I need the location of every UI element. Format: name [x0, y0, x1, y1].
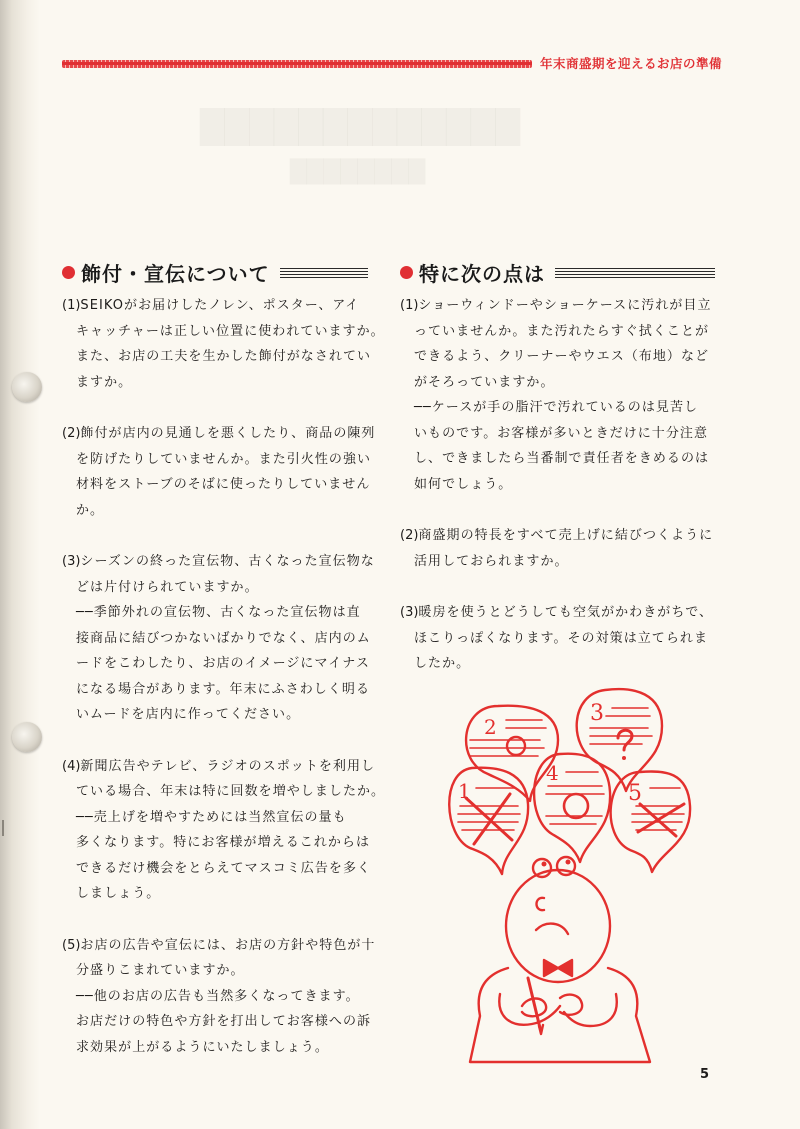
item-note-line: になる場合があります。年末にふさわしく明る — [76, 681, 371, 697]
binder-hole-bottom — [12, 722, 42, 752]
list-item — [62, 933, 387, 1061]
item-text-line — [400, 523, 730, 549]
item-text-line — [62, 933, 387, 959]
page-binding-shadow — [0, 0, 40, 1129]
item-text: がそろっていますか。 — [414, 374, 555, 390]
item-text-line — [62, 293, 387, 319]
red-bullet-icon — [400, 266, 413, 279]
item-text-line — [400, 319, 730, 345]
item-note-line: ードをこわしたり、お店のイメージにマイナス — [76, 656, 370, 671]
nose — [537, 898, 545, 910]
right-section-heading — [400, 258, 715, 287]
item-number: (3) — [400, 605, 419, 620]
item-number: (2) — [400, 528, 419, 543]
item-note-line: お店だけの特色や方針を打出してお客様への訴 — [76, 1014, 372, 1029]
item-text-line — [400, 293, 730, 319]
item-number: (2) — [62, 426, 81, 441]
item-text-line — [62, 575, 387, 601]
list-item — [400, 523, 730, 574]
item-text: を防げたりしていませんか。また引火性の強い — [76, 451, 372, 467]
heading-rule — [555, 268, 715, 278]
item-text-line — [400, 626, 730, 652]
item-note-line: し、できましたら当番制で責任者をきめるのは — [414, 451, 710, 466]
item-text: SEIKOがお届けしたノレン、ポスター、アイ — [80, 298, 360, 313]
item-note-line: ──ケースが手の脂汗で汚れているのは見苦し — [414, 400, 699, 415]
item-text-line — [62, 958, 387, 984]
bubble-number: 3 — [590, 701, 604, 726]
eye — [557, 857, 575, 875]
bleed-through-shadow: ████████ — [290, 160, 426, 185]
header-band — [62, 60, 532, 68]
item-note-line: ──売上げを増やすためには当然宣伝の量も — [76, 809, 347, 825]
item-text: ほこりっぽくなります。その対策は立てられま — [414, 630, 709, 646]
item-number: (1) — [62, 298, 81, 313]
circle-mark-icon — [564, 794, 588, 818]
item-text-line — [62, 779, 387, 805]
item-text-line — [400, 651, 730, 677]
heading-rule — [280, 268, 368, 278]
item-text: 材料をストーブのそばに使ったりしていません — [76, 477, 371, 492]
item-text: 活用しておられますか。 — [414, 553, 569, 569]
item-note-line: 求効果が上がるようにいたしましょう。 — [76, 1039, 329, 1055]
item-text-line — [400, 370, 730, 396]
question-mark-icon — [618, 730, 632, 750]
list-item — [62, 549, 387, 728]
item-text-line — [62, 447, 387, 473]
right-column — [400, 293, 730, 677]
list-item — [62, 293, 387, 395]
item-text: 分盛りこまれていますか。 — [76, 963, 245, 978]
item-text: また、お店の工夫を生かした飾付がなされてい — [76, 349, 372, 364]
item-text: っていませんか。また汚れたらすぐ拭くことが — [414, 323, 710, 339]
item-number: (1) — [400, 298, 419, 313]
item-text-line — [62, 754, 387, 780]
item-note-line: 如何でしょう。 — [414, 476, 513, 492]
page-number: 5 — [700, 1067, 710, 1082]
item-text: 新聞広告やテレビ、ラジオのスポットを利用し — [80, 758, 376, 774]
item-text: 飾付が店内の見通しを悪くしたり、商品の陳列 — [80, 426, 376, 441]
bubble-number: 1 — [458, 779, 471, 803]
item-text-line — [400, 549, 730, 575]
bubble-number: 2 — [484, 715, 497, 739]
list-item — [62, 421, 387, 523]
left-section-heading — [62, 258, 368, 287]
item-text: したか。 — [414, 656, 471, 671]
section-title: 飾付・宣伝について — [81, 262, 270, 286]
item-text-line — [62, 498, 387, 524]
item-text-line — [62, 319, 387, 345]
left-column — [62, 293, 387, 1060]
item-text: お店の広告や宣伝には、お店の方針や特色が十 — [80, 937, 376, 953]
item-note-line: 接商品に結びつかないばかりでなく、店内のム — [76, 630, 371, 646]
item-note-line: ──季節外れの宣伝物、古くなった宣伝物は直 — [76, 605, 361, 620]
running-header: 年末商盛期を迎えるお店の準備 — [540, 56, 723, 71]
pencil-icon — [528, 978, 540, 1028]
item-text-line — [400, 600, 730, 626]
eye — [533, 859, 551, 877]
item-note-line: いものです。お客様が多いときだけに十分注意 — [414, 425, 709, 441]
item-text-line — [62, 370, 387, 396]
list-item — [400, 600, 730, 677]
item-text-line — [400, 344, 730, 370]
bubble-number: 4 — [546, 761, 559, 785]
item-number: (3) — [62, 554, 81, 569]
item-text: キャッチャーは正しい位置に使われていますか。 — [76, 323, 385, 339]
item-number: (5) — [62, 937, 81, 953]
section-title: 特に次の点は — [419, 262, 545, 286]
frown-mouth — [536, 924, 568, 934]
cross-mark-icon — [638, 804, 684, 836]
item-note-line: いムードを店内に作ってください。 — [76, 707, 301, 722]
bubble-number: 5 — [628, 781, 642, 806]
item-note-line: しましょう。 — [76, 886, 161, 901]
item-note-line: できるだけ機会をとらえてマスコミ広告を多く — [76, 860, 372, 876]
item-text: 暖房を使うとどうしても空気がかわきがちで、 — [418, 605, 714, 620]
item-note-line: 多くなります。特にお客様が増えるこれからは — [76, 835, 371, 850]
item-text: ますか。 — [76, 374, 133, 390]
item-text-line — [62, 549, 387, 575]
right-arm — [564, 994, 617, 1026]
item-note-line: ──他のお店の広告も当然多くなってきます。 — [76, 988, 360, 1004]
list-item — [62, 754, 387, 907]
list-item — [400, 293, 730, 497]
item-text-line — [62, 344, 387, 370]
item-number: (4) — [62, 758, 81, 774]
item-text: 商盛期の特長をすべて売上げに結びつくように — [418, 528, 714, 543]
item-text-line — [62, 421, 387, 447]
thinking-man-illustration — [440, 676, 730, 1066]
item-text-line — [62, 472, 387, 498]
item-text: か。 — [76, 502, 105, 518]
item-text: どは片付けられていますか。 — [76, 579, 259, 595]
item-text: できるよう、クリーナーやウエス（布地）など — [414, 349, 710, 364]
red-bullet-icon — [62, 266, 75, 279]
item-text: シーズンの終った宣伝物、古くなった宣伝物な — [80, 554, 375, 569]
edge-mark — [2, 820, 4, 836]
item-text: ている場合、年末は特に回数を増やしましたか。 — [76, 784, 386, 799]
bow-tie — [544, 960, 572, 976]
cross-mark-icon — [466, 794, 512, 844]
binder-hole-top — [12, 372, 42, 402]
bleed-through-shadow: █████████████ — [200, 108, 520, 146]
item-text: ショーウィンドーやショーケースに汚れが目立 — [418, 298, 712, 313]
